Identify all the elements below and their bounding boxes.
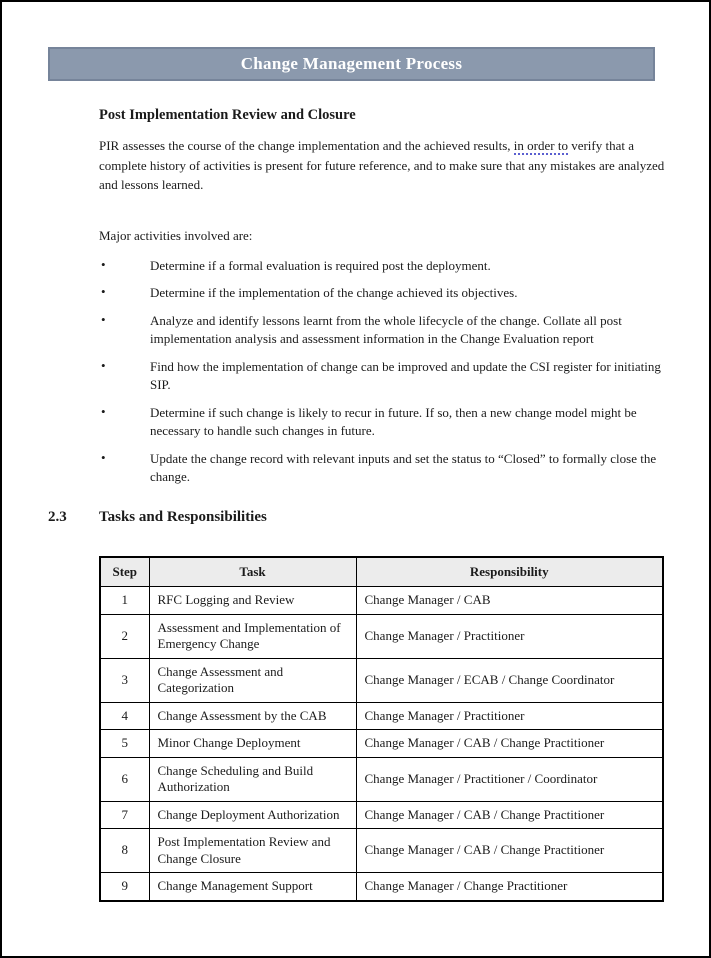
task-cell: Assessment and Implementation of Emergency Change (149, 614, 356, 658)
bullet-text: Determine if the implementation of the change achieved its objectives. (150, 285, 518, 300)
header-cell-task: Task (149, 557, 356, 587)
table-row (100, 757, 663, 801)
table-row (100, 730, 663, 758)
step-cell: 5 (100, 730, 149, 758)
step-cell: 9 (100, 873, 149, 901)
task-cell: Change Management Support (149, 873, 356, 901)
step-cell: 6 (100, 757, 149, 801)
table-row (100, 614, 663, 658)
step-cell: 4 (100, 702, 149, 730)
bullet-marker-icon: • (101, 256, 106, 272)
header-cell-responsibility: Responsibility (356, 557, 663, 587)
responsibility-cell: Change Manager / Practitioner (356, 702, 663, 730)
responsibility-cell: Change Manager / CAB (356, 587, 663, 615)
section-heading-text: Tasks and Responsibilities (99, 508, 267, 525)
bullet-text: Determine if a formal evaluation is required post the deployment. (150, 257, 491, 273)
bullet-text: Analyze and identify lessons learnt from the whole lifecycle of the change. Collate all post implementation analysis and assessment information in the Change Evaluation report (150, 312, 622, 346)
section-number: 2.3 (48, 508, 67, 525)
step-cell: 1 (100, 587, 149, 615)
bullet-item (99, 312, 666, 349)
responsibility-cell: Change Manager / Practitioner (356, 614, 663, 658)
table-header-row (100, 557, 663, 587)
pir-paragraph (99, 136, 666, 195)
bullet-marker-icon: • (101, 357, 106, 373)
page-title: Change Management Process (240, 54, 463, 73)
paragraph-text-after: verify that a complete history of activities is present for future reference, and to make sure that any mistakes are analyzed and lessons learned. (99, 138, 665, 192)
task-cell: Post Implementation Review and Change Closure (149, 829, 356, 873)
bullet-marker-icon: • (101, 284, 106, 299)
bullet-item (99, 404, 666, 441)
task-cell: Change Assessment by the CAB (149, 702, 356, 730)
bullet-item (99, 450, 666, 487)
tasks-responsibilities-table (99, 556, 664, 902)
responsibility-cell: Change Manager / Change Practitioner (356, 873, 663, 901)
bullet-marker-icon: • (101, 403, 106, 419)
bullet-text: Update the change record with relevant inputs and set the status to “Closed” to formally close the change. (150, 450, 657, 484)
responsibility-cell: Change Manager / CAB / Change Practitioner (356, 730, 663, 758)
bullet-item (99, 257, 666, 276)
bullet-text: Determine if such change is likely to recur in future. If so, then a new change model might be necessary to handle such changes in future. (150, 404, 637, 438)
grammar-flagged-text: in order to (513, 138, 568, 153)
task-cell: Change Assessment and Categorization (149, 658, 356, 702)
table-row (100, 873, 663, 901)
step-cell: 2 (100, 614, 149, 658)
step-cell: 8 (100, 829, 149, 873)
task-cell: RFC Logging and Review (149, 587, 356, 615)
task-cell: Change Scheduling and Build Authorization (149, 757, 356, 801)
bullet-item (99, 284, 666, 303)
step-cell: 7 (100, 801, 149, 829)
section-heading-tasks (48, 509, 666, 526)
table-row (100, 658, 663, 702)
table-row (100, 801, 663, 829)
bullet-item (99, 358, 666, 395)
step-cell: 3 (100, 658, 149, 702)
responsibility-cell: Change Manager / ECAB / Change Coordinator (356, 658, 663, 702)
table-row (100, 587, 663, 615)
header-cell-step: Step (100, 557, 149, 587)
activities-bullet-list (99, 257, 666, 487)
responsibility-cell: Change Manager / CAB / Change Practitioner (356, 829, 663, 873)
bullet-marker-icon: • (101, 449, 106, 465)
responsibility-cell: Change Manager / CAB / Change Practitioner (356, 801, 663, 829)
responsibility-cell: Change Manager / Practitioner / Coordinator (356, 757, 663, 801)
activities-label: Major activities involved are: (99, 227, 253, 243)
bullet-marker-icon: • (101, 311, 106, 327)
task-cell: Change Deployment Authorization (149, 801, 356, 829)
bullet-text: Find how the implementation of change can be improved and update the CSI register for initiating SIP. (150, 358, 661, 392)
document-body (2, 107, 711, 902)
document-title-banner (48, 47, 655, 81)
paragraph-text-before: PIR assesses the course of the change implementation and the achieved results, (99, 138, 514, 153)
table-row (100, 702, 663, 730)
task-cell: Minor Change Deployment (149, 730, 356, 758)
section-heading-pir: Post Implementation Review and Closure (99, 107, 356, 123)
table-row (100, 829, 663, 873)
